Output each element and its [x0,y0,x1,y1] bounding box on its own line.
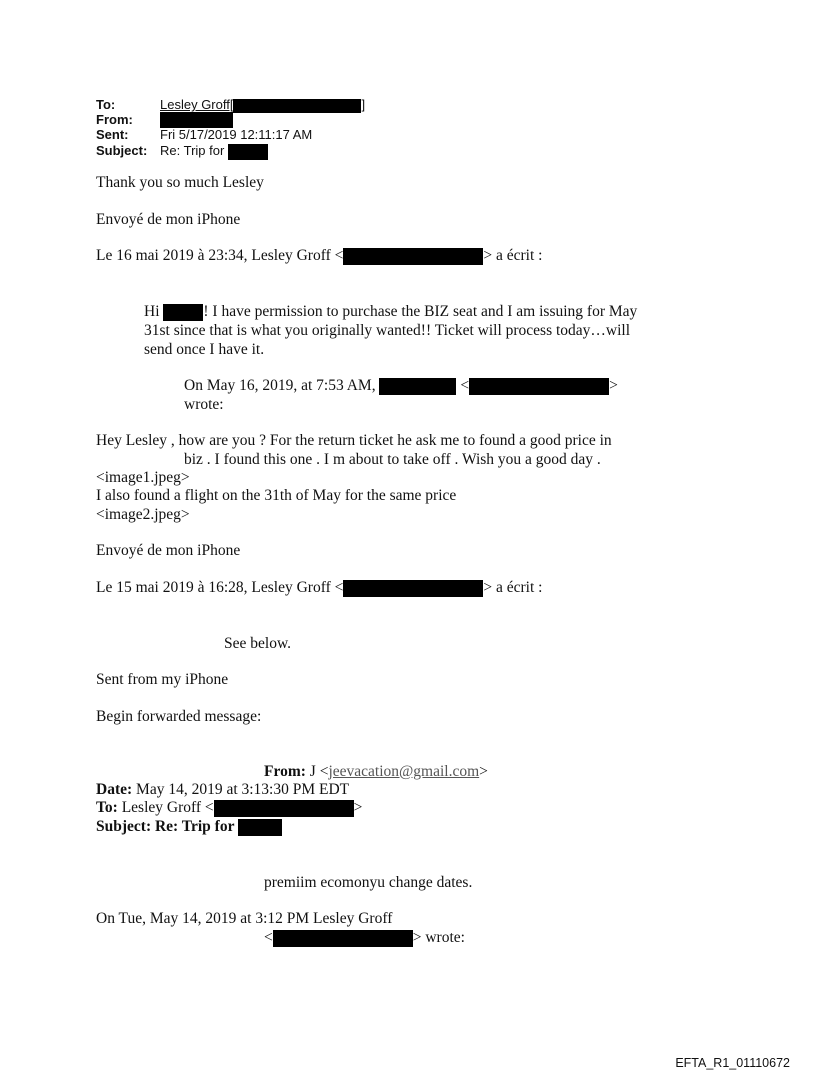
message-text: ! I have permission to purchase the BIZ seat and I am issuing for May [203,303,638,320]
fwd-date-value: May 14, 2019 at 3:13:30 PM EDT [136,781,350,798]
fwd-subject-line [96,818,282,836]
greeting: Hi [144,303,160,320]
to-label: To: [96,97,116,112]
image2-placeholder: <image2.jpeg> [96,506,190,523]
fwd-to-close: > [353,799,363,816]
redaction-box [228,144,268,160]
see-below: See below. [224,635,292,652]
image1-placeholder: <image1.jpeg> [96,469,190,486]
fwd-date-label: Date: [96,781,133,798]
on-may16-line [184,377,618,395]
lt-sign: < [264,929,273,946]
to-value: Lesley Groff[ [160,97,234,112]
lesley-message-line2: 31st since that is what you originally wanted!! Ticket will process today…will [144,322,631,339]
fwd-from-line [264,763,488,781]
subject-value: Re: Trip for [160,143,225,158]
subject-value-row [160,143,268,160]
redaction-box [233,99,361,113]
fwd-date-line [96,781,349,799]
quote-header-text: Le 16 mai 2019 à 23:34, Lesley Groff < [96,247,344,264]
on-tue-line: On Tue, May 14, 2019 at 3:12 PM Lesley Groff [96,910,393,927]
hey-line1: Hey Lesley , how are you ? For the return ticket he ask me to found a good price in [96,432,612,449]
redaction-box [343,248,483,265]
gt-sign: > [609,377,618,394]
redaction-box [469,378,609,395]
hey-line2: biz . I found this one . I m about to take off . Wish you a good day . [184,451,601,468]
fwd-subject: Subject: Re: Trip for [96,818,235,835]
redaction-box [273,930,413,947]
lesley-message-line1 [144,303,637,321]
quote-header-2 [96,579,542,597]
on-tue-email-line [264,929,465,947]
redaction-box [379,378,456,395]
redaction-box [343,580,483,597]
wrote-text: > wrote: [412,929,465,946]
subject-label: Subject: [96,143,148,158]
signature-2: Envoyé de mon iPhone [96,542,241,559]
on-may16-wrote: wrote: [184,396,224,413]
on-may16-text: On May 16, 2019, at 7:53 AM, [184,377,376,394]
quote-header-1 [96,247,542,265]
quote-header-text: Le 15 mai 2019 à 16:28, Lesley Groff < [96,579,344,596]
fwd-to-value: Lesley Groff < [121,799,214,816]
lesley-message-line3: send once I have it. [144,341,265,358]
premium-line: premiim ecomonyu change dates. [264,874,473,891]
fwd-from-name: J < [309,763,329,780]
redaction-box [238,819,282,836]
begin-forwarded: Begin forwarded message: [96,708,262,725]
fwd-to-label: To: [96,799,118,816]
redaction-box [163,304,203,321]
sent-from-iphone: Sent from my iPhone [96,671,229,688]
header-to-row [96,97,115,112]
header-sent-row [96,127,129,142]
signature-1: Envoyé de mon iPhone [96,211,241,228]
fwd-from-close: > [479,763,488,780]
quote-header-tail: > a écrit : [483,247,543,264]
document-id: EFTA_R1_01110672 [675,1056,790,1070]
header-subject-row [96,143,147,158]
to-close: ] [361,97,366,112]
fwd-to-line [96,799,362,817]
lt-sign: < [460,377,470,394]
header-from-row [96,112,133,127]
email-link[interactable]: jeevacation@gmail.com [328,763,480,780]
quote-header-tail: > a écrit : [483,579,543,596]
redaction-box [214,800,354,817]
sent-value: Fri 5/17/2019 12:11:17 AM [160,127,313,142]
also-line: I also found a flight on the 31th of May for the same price [96,487,457,504]
thanks-line: Thank you so much Lesley [96,174,264,191]
sent-label: Sent: [96,127,129,142]
fwd-from-label: From: [264,763,306,780]
from-label: From: [96,112,133,127]
